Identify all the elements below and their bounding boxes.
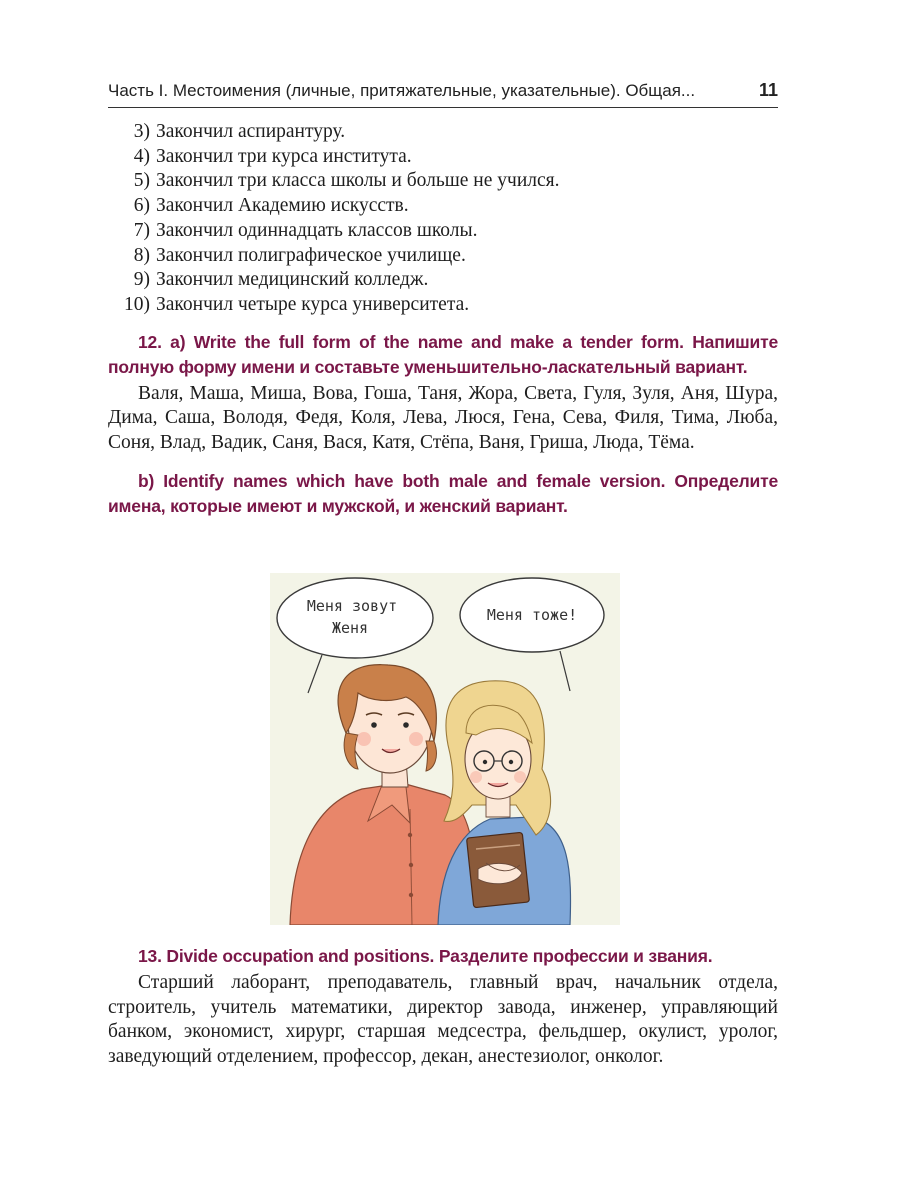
task-12a-names: Валя, Маша, Миша, Вова, Гоша, Таня, Жора, Света, Гуля, Зуля, Аня, Шура, Дима, Саша, Володя, Федя, Коля, Лева, Люся, Гена, Сева, Филя, Тима, Люба, Соня, Влад, Вадик, Саня, Вася, Катя, Стёпа, Ваня, Гриша, Люда, Тёма. [108, 382, 778, 453]
bubble-left-line1: Меня зовут [306, 597, 398, 615]
numbered-list [108, 120, 778, 318]
list-item-number: 10) [124, 293, 150, 315]
list-item-text: Закончил медицинский колледж. [156, 269, 429, 291]
bubble-left-line2: Женя [331, 619, 369, 637]
task-13-block [108, 944, 778, 1069]
list-item-text: Закончил полиграфическое училище. [156, 244, 466, 266]
list-item [108, 244, 778, 269]
header-title: Часть I. Местоимения (личные, притяжательные, указательные). Общая... [108, 81, 696, 100]
list-item-number: 6) [133, 195, 150, 217]
list-item [108, 268, 778, 293]
illustration-svg [270, 573, 620, 925]
list-item-number: 4) [133, 145, 150, 167]
list-item [108, 194, 778, 219]
list-item-text: Закончил аспирантуру. [156, 121, 346, 142]
running-header [108, 80, 778, 108]
list-item-text: Закончил три класса школы и больше не учился. [156, 170, 560, 192]
list-item-text: Закончил четыре курса университета. [156, 293, 470, 315]
bubble-right-text: Меня тоже! [486, 606, 578, 624]
list-item [108, 169, 778, 194]
list-item [108, 145, 778, 170]
page-number: 11 [758, 80, 778, 100]
task-13-heading: 13. Divide occupation and positions. Разделите профессии и звания. [138, 946, 713, 966]
task-13-body: Старший лаборант, преподаватель, главный врач, начальник отдела, строитель, учитель математики, директор завода, инженер, управляющий банком, экономист, хирург, старшая медсестра, фельдшер, окулист, уролог, заведующий отделением, профессор, декан, анестезиолог, онколог. [108, 972, 778, 1067]
list-item [108, 219, 778, 244]
list-item-number: 7) [133, 219, 150, 241]
page [108, 80, 778, 519]
task-12b-heading: b) Identify names which have both male and female version. Определите имена, которые имеют и мужской, и женский вариант. [108, 471, 778, 517]
list-item-number: 8) [133, 244, 150, 266]
list-item [108, 293, 778, 318]
illustration [270, 573, 620, 925]
list-item-text: Закончил Академию искусств. [156, 195, 409, 217]
list-item-number: 9) [133, 269, 150, 291]
list-item-text: Закончил три курса института. [156, 145, 412, 167]
list-item [108, 120, 778, 145]
list-item-number: 3) [133, 121, 150, 142]
task-12a-heading: 12. a) Write the full form of the name and make a tender form. Напишите полную форму имени и составьте уменьшительно-ласкательный вариант. [108, 331, 778, 377]
list-item-text: Закончил одиннадцать классов школы. [156, 219, 478, 241]
list-item-number: 5) [133, 170, 150, 192]
